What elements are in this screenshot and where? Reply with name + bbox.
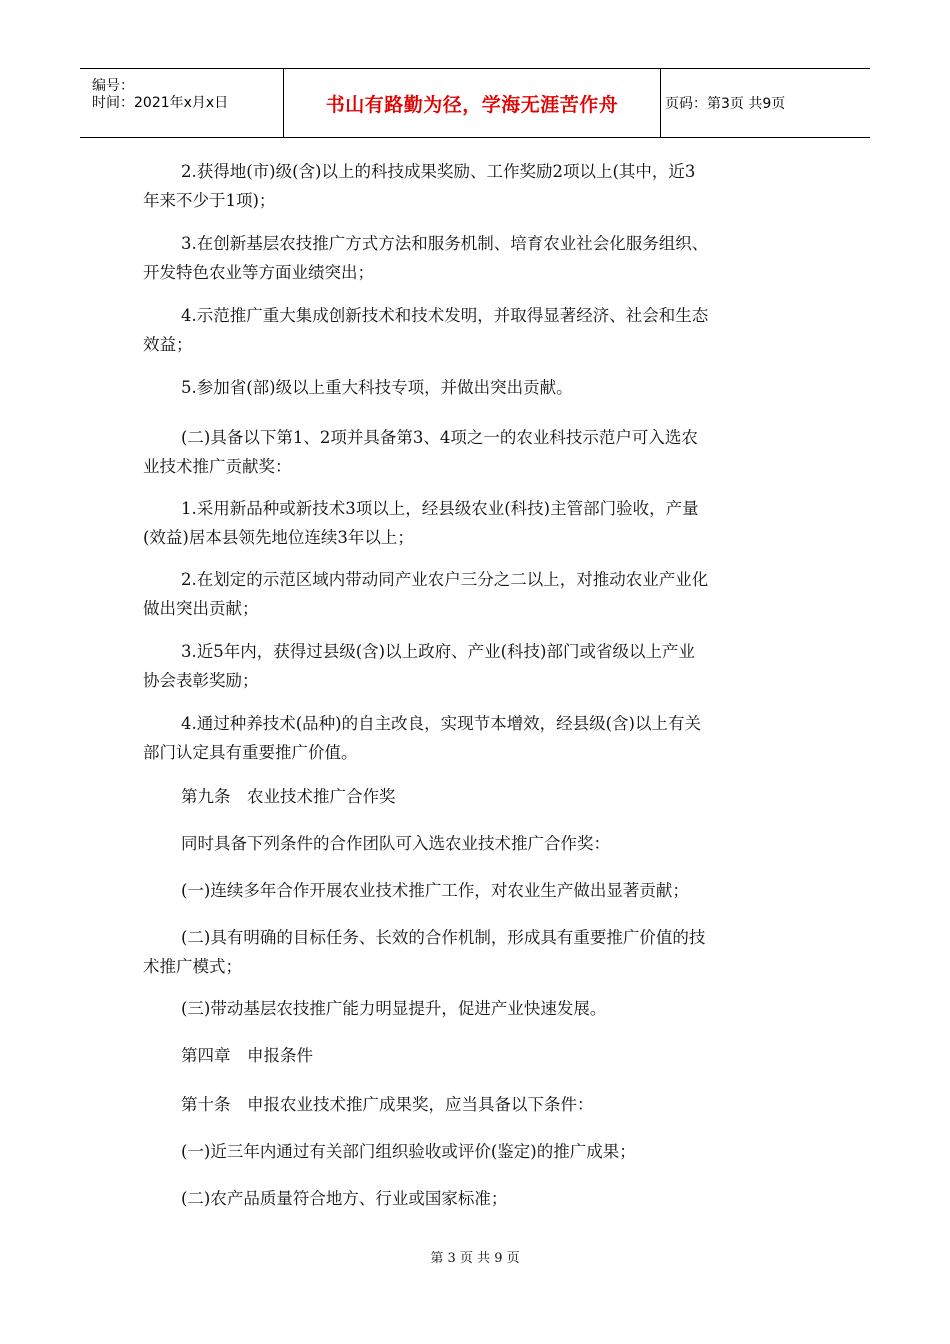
paragraph: (二)农产品质量符合地方、行业或国家标准； — [181, 1189, 508, 1208]
paragraph: (一)近三年内通过有关部门组织验收或评价(鉴定)的推广成果； — [181, 1142, 636, 1161]
header-page-label: 页码：第3页 共9页 — [665, 96, 786, 112]
article-heading: 第九条 农业技术推广合作奖 — [181, 787, 396, 806]
paragraph: 4.示范推广重大集成创新技术和技术发明，并取得显著经济、社会和生态 效益； — [143, 306, 709, 354]
paragraph: (三)带动基层农技推广能力明显提升，促进产业快速发展。 — [181, 999, 607, 1018]
header-motto: 书山有路勤为径，学海无涯苦作舟 — [325, 93, 619, 116]
paragraph: 4.通过种养技术(品种)的自主改良，实现节本增效，经县级(含)以上有关 部门认定具有重要推广价值。 — [143, 714, 701, 762]
doc-number-label: 编号： — [92, 78, 134, 94]
paragraph: (二)具备以下第1、2项并具备第3、4项之一的农业科技示范户可入选农 业技术推广贡献奖： — [143, 428, 698, 476]
paragraph: 3.在创新基层农技推广方式方法和服务机制、培育农业社会化服务组织、 开发特色农业等方面业绩突出； — [143, 234, 709, 282]
paragraph: 2.获得地(市)级(含)以上的科技成果奖励、工作奖励2项以上(其中，近3 年来不少于1项)； — [143, 162, 696, 210]
paragraph: 2.在划定的示范区域内带动同产业农户三分之二以上，对推动农业产业化 做出突出贡献； — [143, 570, 709, 618]
paragraph: 1.采用新品种或新技术3项以上，经县级农业(科技)主管部门验收，产量 (效益)居本县领先地位连续3年以上； — [143, 499, 699, 547]
time-label: 时间：2021年x月x日 — [92, 95, 229, 111]
paragraph: (一)连续多年合作开展农业技术推广工作，对农业生产做出显著贡献； — [181, 881, 689, 900]
chapter-heading: 第四章 申报条件 — [181, 1046, 313, 1065]
article-heading: 第十条 申报农业技术推广成果奖，应当具备以下条件： — [181, 1095, 594, 1114]
page-footer: 第 3 页 共 9 页 — [430, 1251, 520, 1266]
paragraph: 同时具备下列条件的合作团队可入选农业技术推广合作奖： — [181, 834, 610, 853]
paragraph: 5.参加省(部)级以上重大科技专项，并做出突出贡献。 — [181, 378, 573, 397]
paragraph: (二)具有明确的目标任务、长效的合作机制，形成具有重要推广价值的技 术推广模式； — [143, 928, 706, 976]
paragraph: 3.近5年内，获得过县级(含)以上政府、产业(科技)部门或省级以上产业 协会表彰奖励； — [143, 642, 695, 690]
